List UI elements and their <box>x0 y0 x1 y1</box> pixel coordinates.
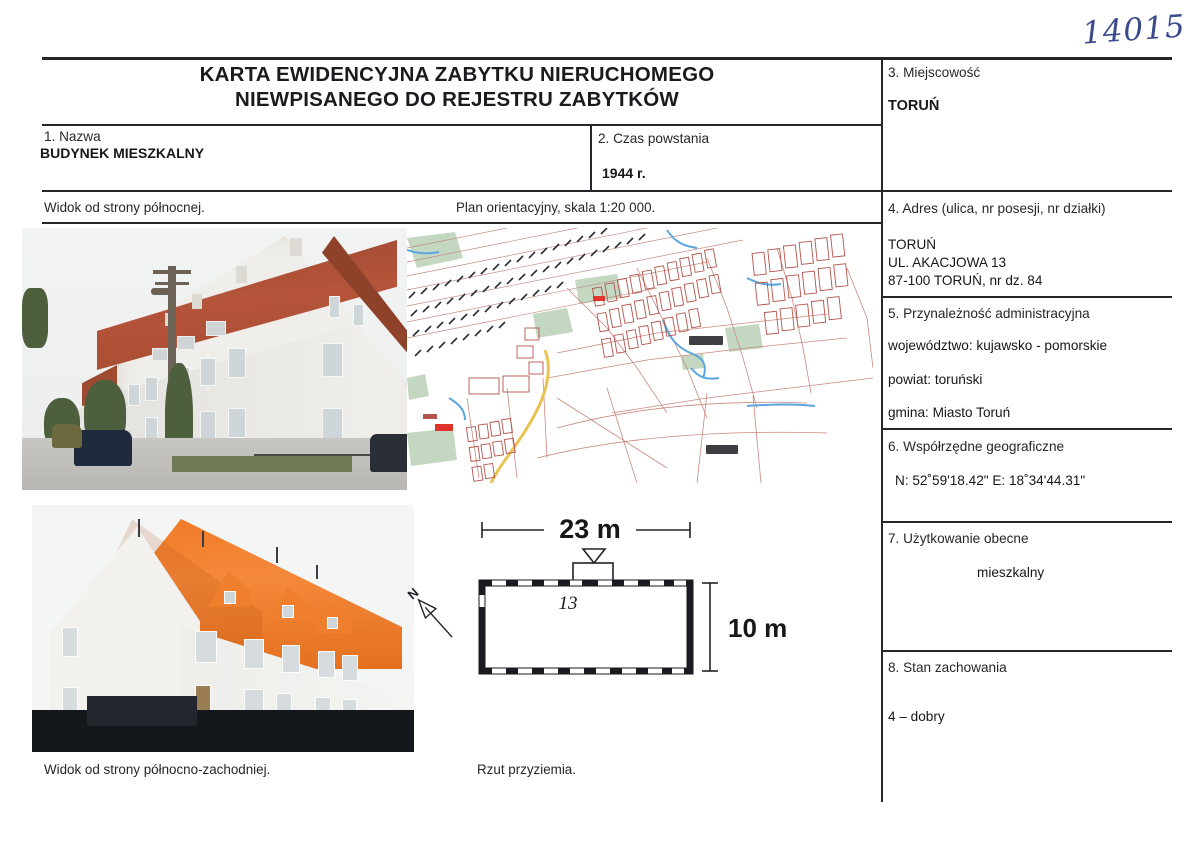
photo-north-streetlamp <box>151 288 171 295</box>
photo-north-car <box>52 424 82 448</box>
photo-north-window <box>329 296 340 318</box>
field-6-coordinates: N: 52˚59'18.42" E: 18˚34'44.31" <box>895 473 1086 488</box>
caption-photo-northwest: Widok od strony północno-zachodniej. <box>44 762 271 777</box>
rule-f7-f8 <box>881 650 1172 652</box>
photo-nw-antenna <box>202 531 204 547</box>
photo-north-window <box>145 377 158 401</box>
photo-north-window <box>200 411 216 439</box>
photo-north-car <box>74 430 132 466</box>
rule-under-title <box>42 124 882 126</box>
page-title <box>42 62 872 112</box>
rule-f6-f7 <box>881 521 1172 523</box>
field-6-label: 6. Współrzędne geograficzne <box>888 439 1065 454</box>
plan-width-label: 23 m <box>559 514 621 544</box>
photo-nw-window <box>318 651 335 678</box>
field-5-label: 5. Przynależność administracyjna <box>888 306 1090 321</box>
plan-entrance-marker <box>583 549 605 563</box>
photo-north-window <box>228 408 246 438</box>
plan-depth-label: 10 m <box>728 613 788 643</box>
photo-north-dormer <box>177 336 195 350</box>
photo-north-pole-crossarm <box>155 282 189 285</box>
photo-north-window <box>322 408 343 442</box>
orientation-map-svg <box>407 228 873 483</box>
photo-north-pole-crossarm <box>153 270 191 274</box>
page-title-line2: NIEWPISANEGO DO REJESTRU ZABYTKÓW <box>235 88 679 111</box>
field-1-label: 1. Nazwa <box>44 129 101 144</box>
photo-north-chimney <box>290 238 302 256</box>
page-title-line1: KARTA EWIDENCYJNA ZABYTKU NIERUCHOMEGO <box>199 63 715 86</box>
photo-north-chimney <box>192 294 202 309</box>
field-5-county: powiat: toruński <box>888 372 983 387</box>
field-4-postcode: 87-100 TORUŃ, nr dz. 84 <box>888 273 1043 288</box>
photo-nw-antenna <box>138 519 140 537</box>
photo-north-lawn <box>172 456 352 472</box>
field-7-value: mieszkalny <box>977 565 1045 580</box>
photo-nw-dormer-window <box>282 605 294 618</box>
photo-nw-window <box>282 645 300 673</box>
north-arrow-svg <box>404 582 464 652</box>
caption-plan: Rzut przyziemia. <box>477 762 576 777</box>
photo-nw-antenna <box>276 547 278 563</box>
caption-map: Plan orientacyjny, skala 1:20 000. <box>456 200 656 215</box>
field-5-municipality: gmina: Miasto Toruń <box>888 405 1011 420</box>
field-8-value: 4 – dobry <box>888 709 945 724</box>
field-8-label: 8. Stan zachowania <box>888 660 1007 675</box>
rule-top <box>42 57 1172 60</box>
map-subject-building <box>435 424 453 431</box>
photo-north-car <box>370 434 407 472</box>
photo-nw-antenna <box>316 565 318 579</box>
field-2-label: 2. Czas powstania <box>598 131 710 146</box>
field-3-label: 3. Miejscowość <box>888 65 981 80</box>
plan-building-outline <box>482 583 690 671</box>
photo-nw-carport <box>87 696 197 726</box>
field-3-value: TORUŃ <box>888 98 940 114</box>
plan-house-number: 13 <box>558 593 578 614</box>
field-4-street: UL. AKACJOWA 13 <box>888 255 1007 270</box>
ground-floor-plan-svg <box>440 505 790 700</box>
photo-north-window <box>200 358 216 386</box>
photo-nw-window <box>342 655 358 681</box>
photo-north-window <box>353 304 364 326</box>
photo-nw-dormer-window <box>327 617 338 629</box>
photo-northwest-view <box>32 505 414 752</box>
rule-f3-f4 <box>881 190 1172 192</box>
photo-north-view <box>22 228 407 490</box>
photo-north-window <box>228 348 246 378</box>
photo-north-window <box>322 343 343 377</box>
photo-north-dormer <box>152 348 168 361</box>
field-4-city: TORUŃ <box>888 237 937 252</box>
caption-photo-north: Widok od strony północnej. <box>44 200 205 215</box>
rule-f4-f5 <box>881 296 1172 298</box>
ground-floor-plan <box>440 505 790 700</box>
photo-north-dormer <box>206 321 226 336</box>
field-4-label: 4. Adres (ulica, nr posesji, nr działki) <box>888 201 1106 216</box>
photo-north-fence <box>254 454 374 456</box>
photo-nw-window <box>244 639 264 669</box>
north-arrow <box>404 582 464 652</box>
photo-nw-window <box>62 627 78 657</box>
archive-number-handwritten: 14015 <box>1080 8 1187 52</box>
divider-name-time <box>590 124 592 190</box>
photo-nw-window <box>195 631 217 663</box>
field-7-label: 7. Użytkowanie obecne <box>888 531 1029 546</box>
field-5-voivodeship: województwo: kujawsko - pomorskie <box>888 338 1108 353</box>
photo-north-chimney <box>236 266 247 283</box>
orientation-map <box>407 228 873 483</box>
rule-f5-f6 <box>881 428 1172 430</box>
photo-north-window <box>128 384 140 406</box>
photo-nw-dormer-window <box>224 591 236 604</box>
field-2-value: 1944 r. <box>602 165 646 181</box>
rule-under-captions <box>42 222 882 224</box>
photo-north-tree <box>22 288 48 348</box>
north-arrow-letter: N <box>404 584 422 603</box>
plan-depth-dimension <box>702 583 718 671</box>
field-1-value: BUDYNEK MIESZKALNY <box>40 145 205 161</box>
